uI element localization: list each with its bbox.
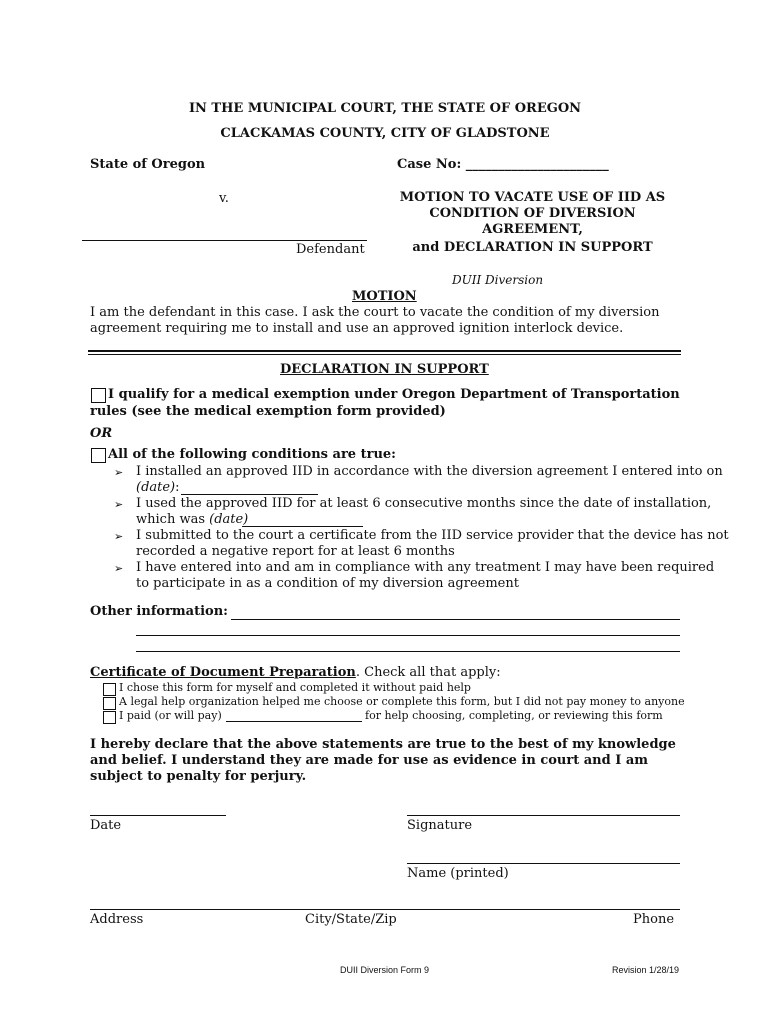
other-information-line-2[interactable] xyxy=(136,635,680,636)
defendant-name-line[interactable] xyxy=(82,240,367,241)
certificate-heading: Certificate of Document Preparation xyxy=(90,665,356,680)
title-line-3: AGREEMENT, xyxy=(482,222,583,237)
footer-form-name: DUII Diversion Form 9 xyxy=(340,965,430,975)
defendant-label: Defendant xyxy=(296,242,365,257)
motion-text-line-1: I am the defendant in this case. I ask the court to vacate the condition of my diversion xyxy=(90,305,660,320)
affirmation-line-1: I hereby declare that the above statements are true to the best of my knowledge xyxy=(90,737,676,752)
date-label: Date xyxy=(90,818,122,833)
self-prepared-checkbox[interactable] xyxy=(103,683,116,696)
legal-help-label: A legal help organization helped me choose or complete this form, but I did not pay money to anyone xyxy=(119,695,685,708)
printed-name-line[interactable] xyxy=(407,863,680,864)
installation-date-line[interactable] xyxy=(181,494,318,495)
condition-1-date-label: (date) xyxy=(136,480,176,495)
certificate-heading-row xyxy=(90,665,501,680)
title-line-4: and DECLARATION IN SUPPORT xyxy=(412,240,653,255)
paid-amount-line[interactable] xyxy=(226,721,362,722)
condition-1-line-1: I installed an approved IID in accordance with the diversion agreement I entered into on xyxy=(136,464,723,479)
other-information-line-3[interactable] xyxy=(136,651,680,652)
condition-2-line-1: I used the approved IID for at least 6 consecutive months since the date of installation, xyxy=(136,496,712,511)
signature-line[interactable] xyxy=(407,815,680,816)
condition-2-line-2 xyxy=(136,512,248,527)
legal-help-checkbox[interactable] xyxy=(103,697,116,710)
paid-help-suffix: for help choosing, completing, or reviewing this form xyxy=(365,709,663,722)
bullet-arrow-icon: ➢ xyxy=(114,562,124,575)
all-conditions-label: All of the following conditions are true: xyxy=(108,447,396,462)
plaintiff-label: State of Oregon xyxy=(90,157,206,172)
title-line-1: MOTION TO VACATE USE OF IID AS xyxy=(399,190,666,205)
or-label: OR xyxy=(90,426,113,441)
condition-4-line-1: I have entered into and am in compliance with any treatment I may have been required xyxy=(136,560,715,575)
phone-label: Phone xyxy=(633,912,675,927)
paid-help-label: I paid (or will pay) xyxy=(119,709,222,722)
certificate-instruction: . Check all that apply: xyxy=(355,665,501,680)
condition-4-line-2: to participate in as a condition of my diversion agreement xyxy=(136,576,519,591)
condition-1-colon: : xyxy=(175,480,180,495)
printed-name-label: Name (printed) xyxy=(407,866,509,881)
address-line[interactable] xyxy=(90,909,680,910)
case-number-field[interactable]: Case No: ______________________ xyxy=(397,157,609,172)
title-line-2: CONDITION OF DIVERSION xyxy=(429,206,636,221)
self-prepared-label: I chose this form for myself and completed it without paid help xyxy=(119,681,471,694)
condition-1-line-2 xyxy=(136,480,180,495)
all-conditions-checkbox[interactable] xyxy=(91,448,106,463)
declaration-heading: DECLARATION IN SUPPORT xyxy=(280,362,489,377)
bullet-arrow-icon: ➢ xyxy=(114,530,124,543)
motion-text-line-2: agreement requiring me to install and use an approved ignition interlock device. xyxy=(90,321,624,336)
signature-label: Signature xyxy=(407,818,473,833)
section-divider-bottom xyxy=(88,354,681,355)
motion-heading: MOTION xyxy=(352,289,417,304)
bullet-arrow-icon: ➢ xyxy=(114,498,124,511)
section-divider-top xyxy=(88,350,681,352)
court-heading: IN THE MUNICIPAL COURT, THE STATE OF OREGON xyxy=(188,101,582,116)
versus-label: v. xyxy=(219,191,229,206)
other-information-line-1[interactable] xyxy=(231,619,680,620)
affirmation-line-3: subject to penalty for perjury. xyxy=(90,769,307,784)
condition-2-date-label: (date) xyxy=(209,512,249,527)
bullet-arrow-icon: ➢ xyxy=(114,466,124,479)
medical-exemption-line-2: rules (see the medical exemption form provided) xyxy=(90,404,446,419)
condition-2-prefix: which was xyxy=(136,512,210,527)
other-information-label: Other information: xyxy=(90,604,228,619)
document-subtitle: DUII Diversion xyxy=(452,273,544,287)
paid-help-checkbox[interactable] xyxy=(103,711,116,724)
city-state-zip-label: City/State/Zip xyxy=(305,912,397,927)
county-heading: CLACKAMAS COUNTY, CITY OF GLADSTONE xyxy=(220,126,550,141)
date-line[interactable] xyxy=(90,815,226,816)
medical-exemption-checkbox[interactable] xyxy=(91,388,106,403)
affirmation-line-2: and belief. I understand they are made for use as evidence in court and I am xyxy=(90,753,649,768)
six-months-date-line[interactable] xyxy=(242,526,363,527)
footer-revision: Revision 1/28/19 xyxy=(612,965,680,975)
document-title xyxy=(390,190,675,256)
medical-exemption-line-1: I qualify for a medical exemption under Oregon Department of Transportation xyxy=(108,387,680,402)
condition-3-line-2: recorded a negative report for at least 6 months xyxy=(136,544,455,559)
address-label: Address xyxy=(90,912,144,927)
condition-3-line-1: I submitted to the court a certificate from the IID service provider that the device has not xyxy=(136,528,729,543)
